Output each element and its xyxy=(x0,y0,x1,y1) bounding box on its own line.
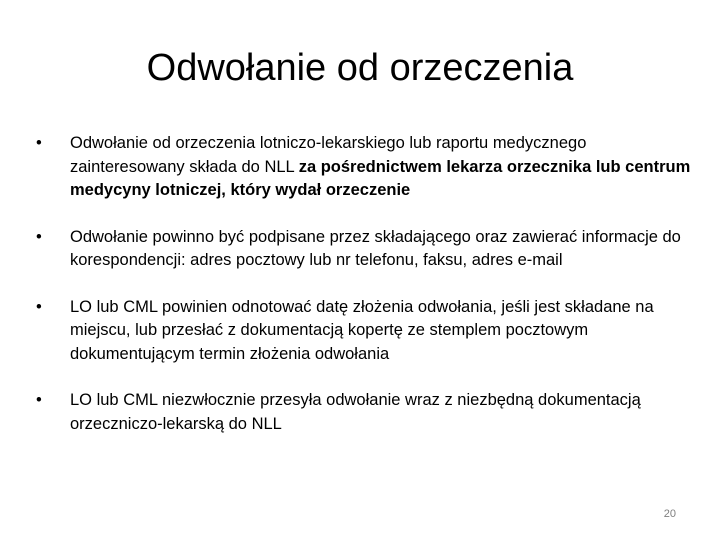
bullet-item-3 xyxy=(36,296,696,367)
bullet-list xyxy=(36,132,696,459)
bullet-text: LO lub CML niezwłocznie przesyła odwołanie wraz z niezbędną dokumentacją orzeczniczo-lekarską do NLL xyxy=(70,391,641,433)
slide-title: Odwołanie od orzeczenia xyxy=(146,47,574,89)
bullet-icon: • xyxy=(36,391,42,409)
bullet-item-1 xyxy=(36,132,696,203)
page-number: 20 xyxy=(663,508,676,520)
bullet-icon: • xyxy=(36,134,42,152)
bullet-item-2 xyxy=(36,226,696,273)
bullet-text: LO lub CML powinien odnotować datę złożenia odwołania, jeśli jest składane na miejscu, lub przesłać z dokumentacją kopertę ze stemplem pocztowym dokumentującym termin złożenia odwołania xyxy=(70,297,654,363)
bullet-item-4 xyxy=(36,389,696,436)
bullet-bold-text: za pośrednictwem lekarza orzecznika lub centrum medycyny lotniczej, który wydał orzeczenie xyxy=(70,157,691,199)
bullet-icon: • xyxy=(36,227,42,246)
bullet-text: Odwołanie od orzeczenia lotniczo-lekarskiego lub raportu medycznego zainteresowany składa do NLL xyxy=(70,134,587,176)
bullet-icon: • xyxy=(36,297,42,316)
bullet-text: Odwołanie powinno być podpisane przez składającego oraz zawierać informacje do korespondencji: adres pocztowy lub nr telefonu, faksu, adres e-mail xyxy=(70,227,681,269)
